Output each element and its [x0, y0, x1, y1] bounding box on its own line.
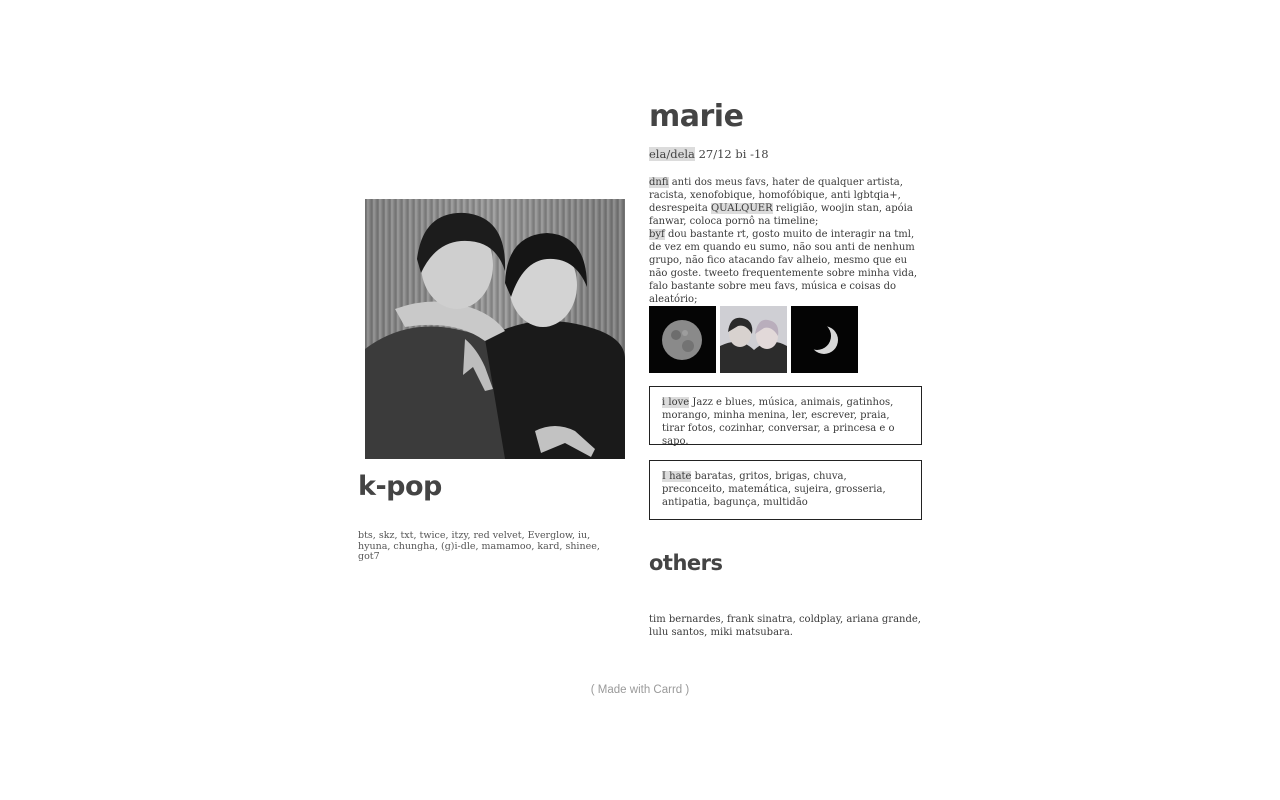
kpop-list: bts, skz, txt, twice, itzy, red velvet, Everglow, iu, hyuna, chungha, (g)i-dle, mamamoo, kard, shinee, got7 [358, 530, 600, 562]
profile-meta [649, 147, 769, 162]
dnfi-text-2: religião, woojin stan, apóia fanwar, coloca pornô na timeline; [649, 203, 913, 227]
couple-photo-image [720, 306, 787, 373]
profile-photo-image [365, 199, 625, 459]
made-with-carrd-link[interactable]: ( Made with Carrd ) [590, 684, 690, 696]
hate-box [649, 460, 922, 520]
kpop-title: k-pop [358, 471, 442, 502]
love-text: Jazz e blues, música, animais, gatinhos, morango, minha menina, ler, escrever, praia, tirar fotos, cozinhar, conversar, a princesa e o sapo. [662, 397, 895, 447]
others-title: others [649, 551, 723, 575]
profile-photo [365, 199, 625, 459]
love-label: i love [662, 397, 690, 408]
bio-text [649, 176, 925, 306]
dnfi-text: anti dos meus favs, hater de qualquer artista, racista, xenofobique, homofóbique, anti lgbtqia+, desrespeita [649, 177, 903, 214]
full-moon-image [649, 306, 716, 373]
crescent-moon-image [791, 306, 858, 373]
photo-gallery [649, 306, 858, 373]
byf-label: byf [649, 229, 665, 240]
love-box [649, 386, 922, 445]
hate-label: I hate [662, 471, 692, 482]
others-list: tim bernardes, frank sinatra, coldplay, ariana grande, lulu santos, miki matsubara. [649, 614, 921, 638]
pronouns-badge: ela/dela [649, 147, 695, 161]
profile-meta-text: 27/12 bi -18 [694, 147, 769, 161]
dnfi-highlight: QUALQUER [710, 203, 773, 214]
hate-text: baratas, gritos, brigas, chuva, preconceito, matemática, sujeira, grosseria, antipatia, bagunça, multidão [662, 471, 886, 508]
byf-text: dou bastante rt, gosto muito de interagir na tml, de vez em quando eu sumo, não sou anti de nenhum grupo, não fico atacando fav alheio, mesmo que eu não goste. tweeto frequentemente sobre minha vida, falo bastante sobre meu favs, música e coisas do aleatório; [649, 229, 918, 305]
profile-name: marie [649, 99, 744, 134]
dnfi-label: dnfi [649, 177, 669, 188]
